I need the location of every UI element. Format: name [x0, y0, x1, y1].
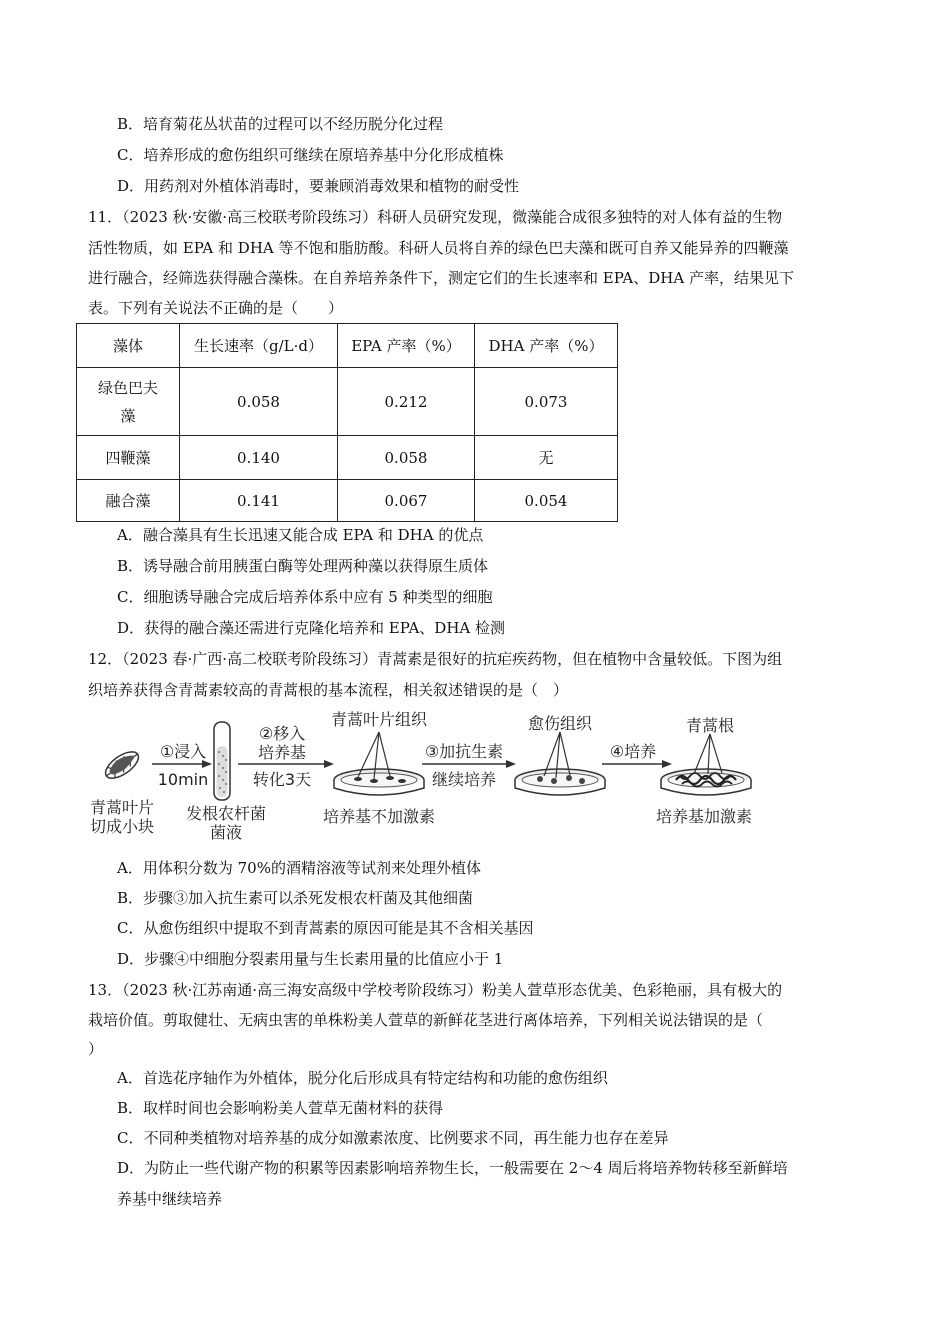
q13-stem-line-3: ）	[88, 1040, 104, 1058]
leaf-label-1: 青蒿叶片	[89, 798, 154, 817]
q12-option-c: C．从愈伤组织中提取不到青蒿素的原因可能是其不含相关基因	[117, 919, 534, 937]
q12-option-d: D．步骤④中细胞分裂素用量与生长素用量的比值应小于 1	[117, 950, 504, 968]
step4-label: ④培养	[609, 742, 657, 761]
table-cell: 0.140	[180, 436, 338, 480]
q11-stem-line-1: 11．（2023 秋·安徽·高三校联考阶段练习）科研人员研究发现，微藻能合成很多独特的对人体有益的生物	[88, 208, 783, 226]
q11-stem-line-4: 表。下列有关说法不正确的是（ ）	[88, 299, 344, 317]
step3-label-1: ③加抗生素	[424, 742, 504, 761]
q13-option-d-continued: 养基中继续培养	[117, 1190, 223, 1208]
q13-option-c: C．不同种类植物对培养基的成分如激素浓度、比例要求不同，再生能力也存在差异	[117, 1129, 669, 1147]
q13-stem-line-1: 13．（2023 秋·江苏南通·高三海安高级中学校考阶段练习）粉美人萱草形态优美、色彩艳丽，具有极大的	[88, 981, 783, 999]
table-cell: 0.141	[180, 480, 338, 522]
q13-stem-line-2: 栽培价值。剪取健壮、无病虫害的单株粉美人萱草的新鲜花茎进行离体培养，下列相关说法错误的是（	[88, 1011, 764, 1029]
q10-option-d: D．用药剂对外植体消毒时，要兼顾消毒效果和植物的耐受性	[117, 177, 520, 195]
step2-label-2: 培养基	[257, 743, 306, 762]
q11-option-a: A．融合藻具有生长迅速又能合成 EPA 和 DHA 的优点	[117, 526, 484, 544]
leaf-icon	[101, 747, 142, 784]
table-cell: 0.054	[475, 480, 618, 522]
table-header-cell: DHA 产率（%）	[475, 324, 618, 368]
q12-stem-line-2: 织培养获得含青蒿素较高的青蒿根的基本流程，相关叙述错误的是（ ）	[88, 681, 569, 699]
q10-option-c: C．培养形成的愈伤组织可继续在原培养基中分化形成植株	[117, 146, 504, 164]
table-cell: 0.212	[338, 368, 475, 436]
dish1-bottom-label: 培养基不加激素	[322, 807, 435, 826]
step1-label: ①浸入	[159, 742, 207, 761]
test-tube-icon	[214, 722, 230, 800]
q12-option-b: B．步骤③加入抗生素可以杀死发根农杆菌及其他细菌	[117, 889, 474, 907]
q12-option-a: A．用体积分数为 70%的酒精溶液等试剂来处理外植体	[117, 859, 481, 877]
q11-option-b: B．诱导融合前用胰蛋白酶等处理两种藻以获得原生质体	[117, 557, 489, 575]
step3-label-2: 继续培养	[431, 770, 496, 789]
table-cell: 0.058	[338, 436, 475, 480]
table-cell: 无	[475, 436, 618, 480]
step2-label-1: ②移入	[258, 724, 306, 743]
q12-flow-diagram	[82, 710, 772, 845]
table-header-cell: EPA 产率（%）	[338, 324, 475, 368]
dish1-top-label: 青蒿叶片组织	[330, 710, 427, 729]
dish3-bottom-label: 培养基加激素	[655, 807, 752, 826]
q12-stem-line-1: 12．（2023 春·广西·高二校联考阶段练习）青蒿素是很好的抗疟疾药物，但在植物中含量较低。下图为组	[88, 650, 783, 668]
table-row	[77, 480, 618, 522]
q13-option-a: A．首选花序轴作为外植体，脱分化后形成具有特定结构和功能的愈伤组织	[117, 1069, 608, 1087]
dish3-top-label: 青蒿根	[685, 716, 734, 735]
step1-time: 10min	[157, 770, 209, 789]
petri-dish-3-icon	[661, 734, 751, 795]
petri-dish-1-icon	[334, 732, 424, 795]
q11-data-table	[76, 323, 618, 522]
table-cell: 0.073	[475, 368, 618, 436]
table-header-row	[77, 324, 618, 368]
table-cell: 0.067	[338, 480, 475, 522]
q11-stem-line-2: 活性物质，如 EPA 和 DHA 等不饱和脂肪酸。科研人员将自养的绿色巴夫藻和既可自养又能异养的四鞭藻	[88, 239, 789, 257]
petri-dish-2-icon	[515, 732, 605, 795]
dish2-top-label: 愈伤组织	[527, 714, 592, 733]
table-row	[77, 436, 618, 480]
q10-option-b: B．培育菊花丛状苗的过程可以不经历脱分化过程	[117, 115, 444, 133]
q11-option-c: C．细胞诱导融合完成后培养体系中应有 5 种类型的细胞	[117, 588, 493, 606]
table-cell: 四鞭藻	[77, 436, 180, 480]
q11-option-d: D．获得的融合藻还需进行克隆化培养和 EPA、DHA 检测	[117, 619, 506, 637]
table-cell: 融合藻	[77, 480, 180, 522]
q11-stem-line-3: 进行融合，经筛选获得融合藻株。在自养培养条件下，测定它们的生长速率和 EPA、DHA 产率，结果见下	[88, 269, 794, 287]
q13-option-b: B．取样时间也会影响粉美人萱草无菌材料的获得	[117, 1099, 444, 1117]
table-cell: 绿色巴夫藻	[77, 368, 180, 436]
table-header-cell: 藻体	[77, 324, 180, 368]
table-row	[77, 368, 618, 436]
table-header-cell: 生长速率（g/L·d）	[180, 324, 338, 368]
q13-option-d: D．为防止一些代谢产物的积累等因素影响培养物生长，一般需要在 2～4 周后将培养物转移至新鲜培	[117, 1159, 788, 1177]
tube-label-1: 发根农杆菌	[185, 804, 266, 823]
tube-label-2: 菌液	[209, 823, 242, 842]
step2-label-3: 转化3天	[252, 770, 312, 789]
table-cell: 0.058	[180, 368, 338, 436]
leaf-label-2: 切成小块	[89, 817, 154, 836]
